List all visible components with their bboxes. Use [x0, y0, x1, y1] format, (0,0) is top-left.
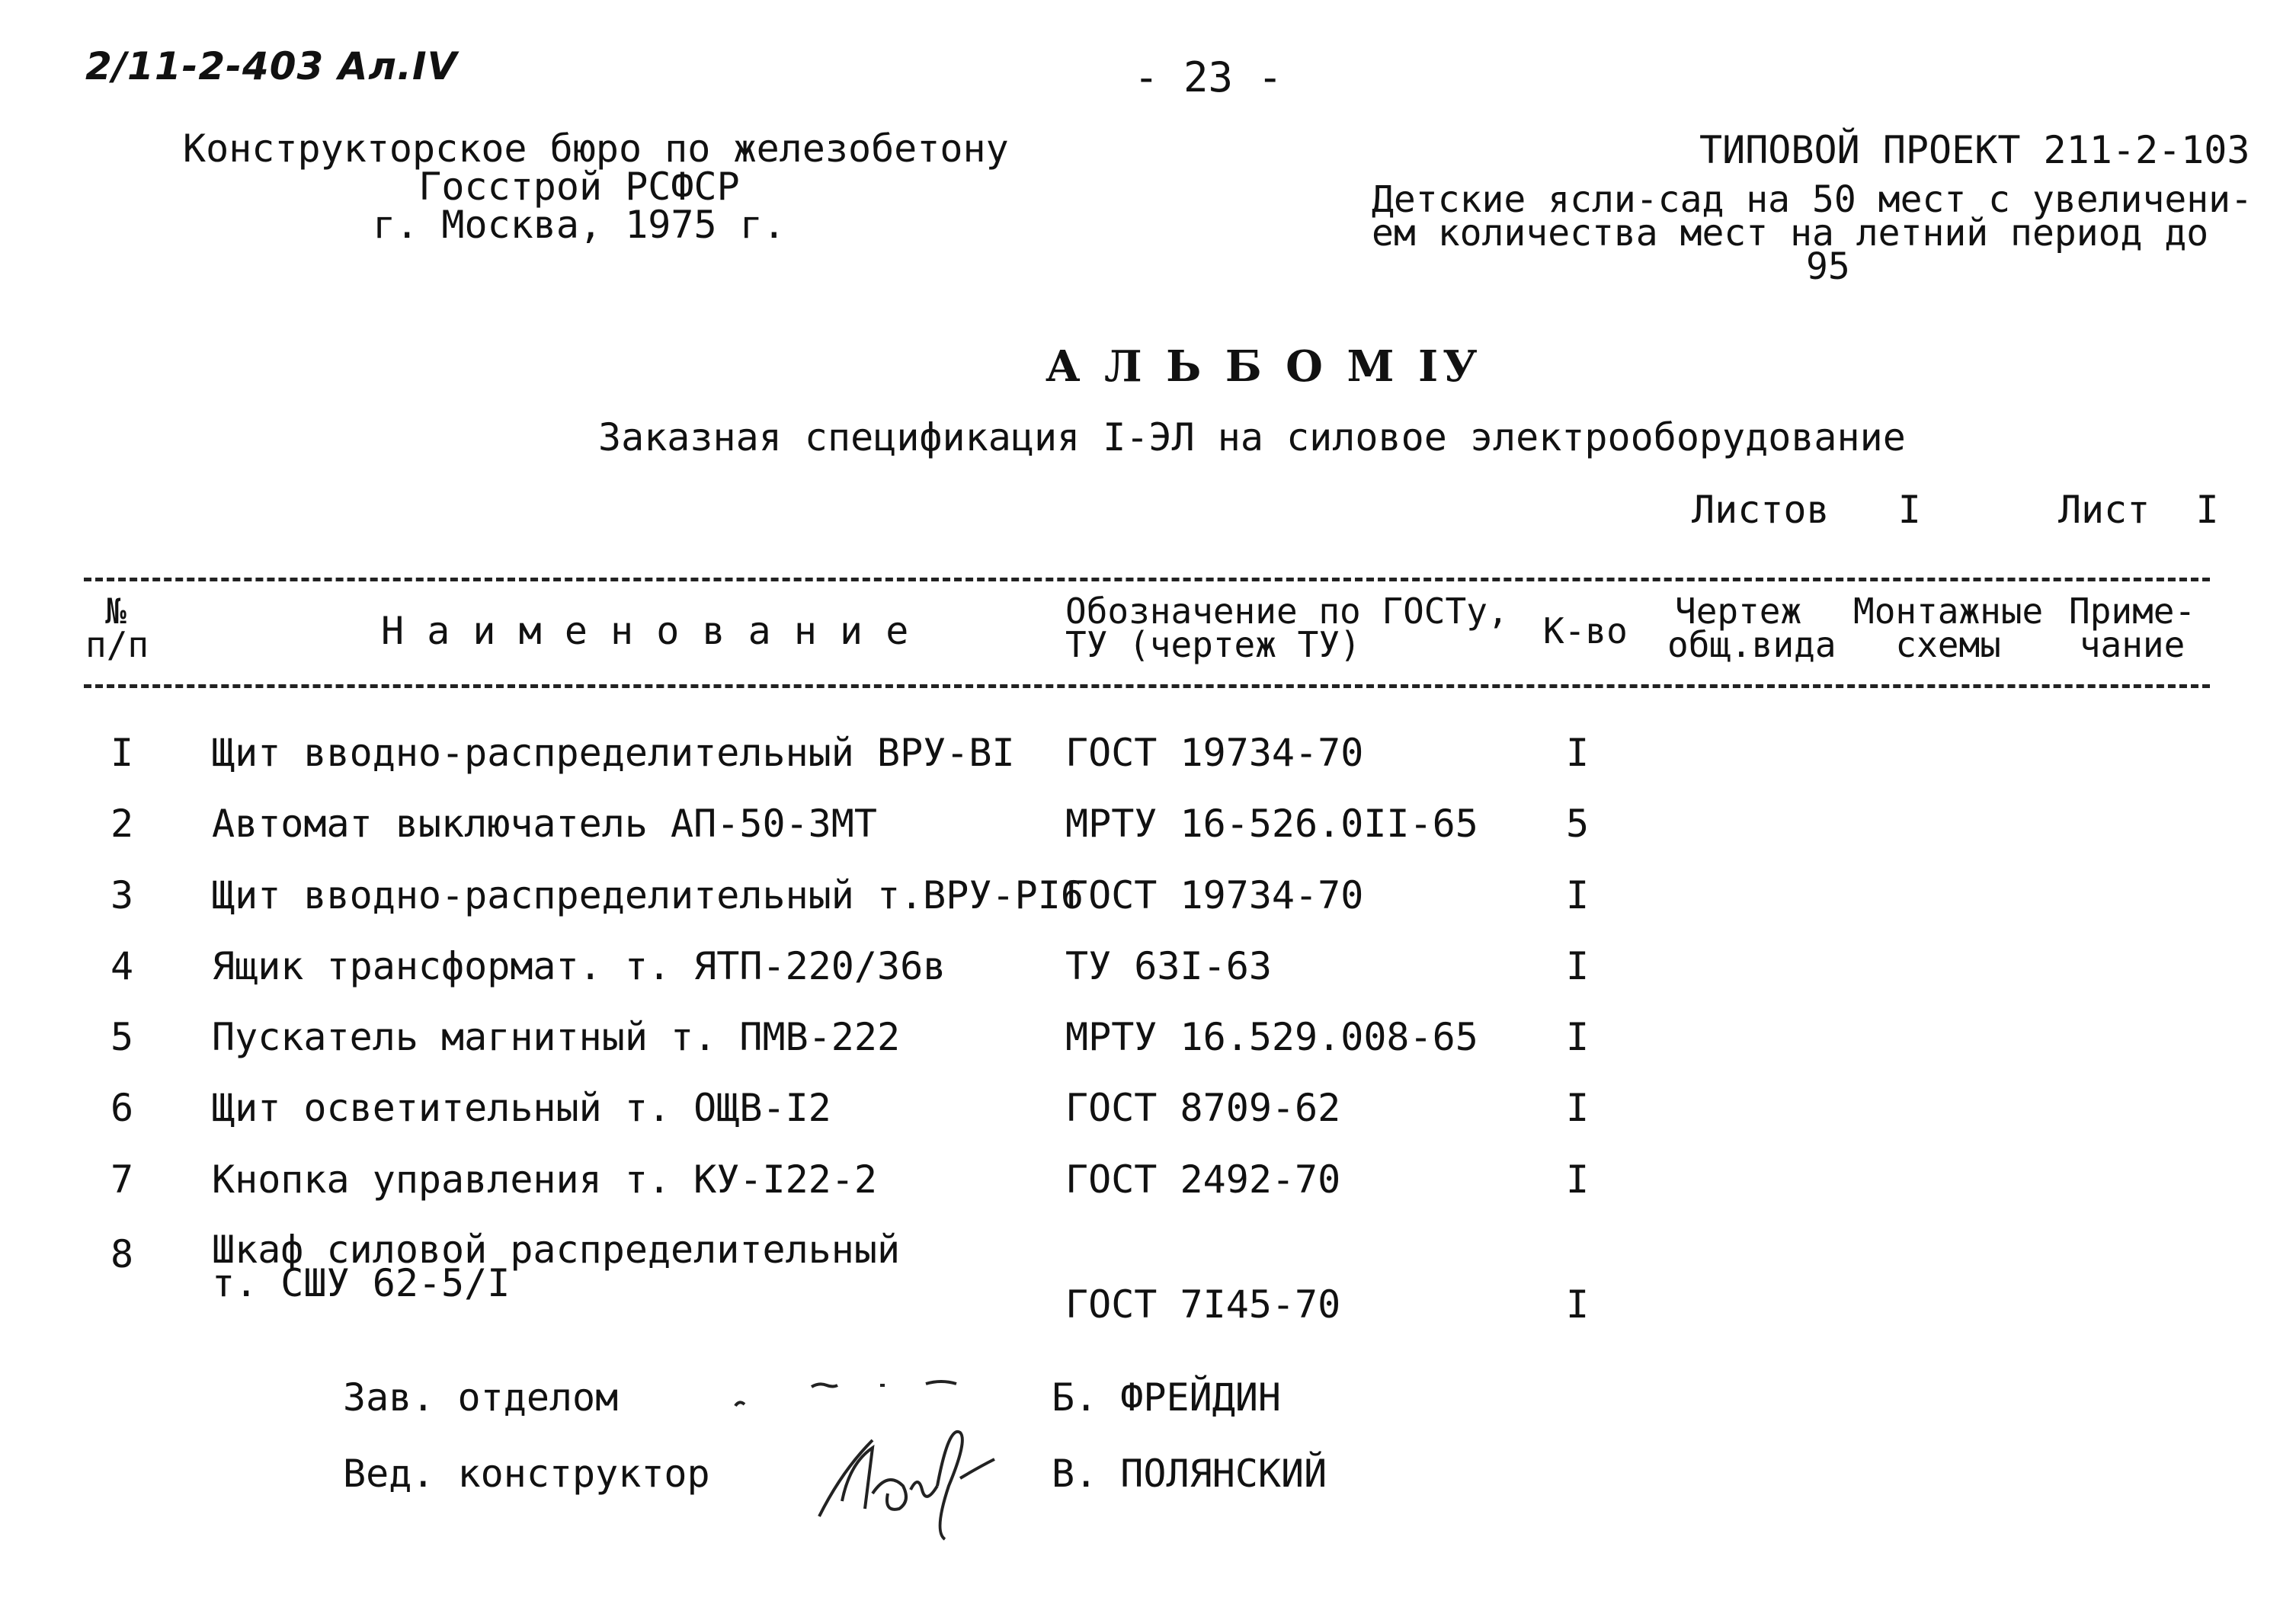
row-number: 5 [110, 1015, 134, 1059]
table-row [0, 1016, 2296, 1084]
col-header-gost-line1: Обозначение по ГОСТу, [1065, 591, 1509, 632]
row-name [212, 1228, 901, 1305]
row-qty: I [1565, 1015, 1590, 1059]
table-row [0, 945, 2296, 1013]
project-line-1: Детские ясли-сад на 50 мест с увеличени- [1372, 178, 2253, 221]
head-of-department-label: Зав. отделом [343, 1375, 619, 1420]
sheet-value: I [2195, 488, 2219, 532]
archive-mark: 2/11-2-403 Ал.IV [85, 44, 458, 88]
head-signature-scribble [728, 1364, 1002, 1425]
project-line-2: ем количества мест на летний период до [1372, 212, 2209, 255]
table-row [0, 874, 2296, 943]
row-gost: ГОСТ 8709-62 [1065, 1086, 1341, 1130]
row-number: 4 [110, 944, 134, 988]
row-gost: ГОСТ 19734-70 [1065, 731, 1364, 775]
col-header-name: Н а и м е н о в а н и е [381, 609, 909, 653]
col-header-gost-line2: ТУ (чертеж ТУ) [1065, 624, 1361, 665]
row-name: Щит вводно-распределительный ВРУ-ВI [212, 731, 1015, 775]
organization-block [183, 126, 1009, 247]
col-header-number [85, 591, 149, 665]
col-header-drawing [1667, 591, 1836, 665]
row-gost: МРТУ 16.529.008-65 [1065, 1015, 1478, 1059]
row-number: 8 [110, 1232, 134, 1276]
row-qty: 5 [1565, 802, 1590, 846]
sheet-label: Лист [2057, 488, 2150, 532]
sheets-total-value: I [1897, 488, 1921, 532]
table-row [0, 802, 2296, 871]
col-header-gost [1065, 591, 1509, 665]
col-header-schemes-line2: схемы [1895, 624, 2001, 665]
row-number: I [110, 731, 134, 775]
row-name: Щит осветительный т. ОЩВ-I2 [212, 1086, 831, 1130]
row-qty: I [1565, 1086, 1590, 1130]
row-number: 6 [110, 1086, 134, 1130]
row-number: 2 [110, 802, 134, 846]
col-header-number-line2: п/п [85, 624, 149, 665]
table-row [0, 1158, 2296, 1227]
table-header-rule [84, 684, 2210, 688]
col-header-schemes [1853, 591, 2044, 665]
table-row [0, 1087, 2296, 1155]
row-gost: ГОСТ 19734-70 [1065, 873, 1364, 917]
org-line-1: Конструкторское бюро по железобетону [183, 126, 1009, 171]
row-number: 3 [110, 873, 134, 917]
org-line-3: г. Москва, 1975 г. [373, 203, 786, 247]
row-name: Щит вводно-распределительный т.ВРУ-РI6 [212, 873, 1084, 917]
spec-title: Заказная спецификация I-ЭЛ на силовое электрооборудование [598, 415, 1906, 459]
row-name: Кнопка управления т. КУ-I22-2 [212, 1157, 877, 1202]
album-title: А Л Ь Б О М IУ [1046, 341, 1482, 392]
col-header-drawing-line1: Чертеж [1675, 591, 1802, 632]
row-gost: МРТУ 16-526.0II-65 [1065, 802, 1478, 846]
row-qty: I [1565, 944, 1590, 988]
col-header-schemes-line1: Монтажные [1853, 591, 2044, 632]
row-number: 7 [110, 1157, 134, 1202]
lead-designer-name: В. ПОЛЯНСКИЙ [1052, 1452, 1327, 1496]
table-top-rule [84, 578, 2210, 581]
table-row [0, 1228, 2296, 1347]
col-header-note-line2: чание [2079, 624, 2186, 665]
col-header-note [2069, 591, 2196, 665]
row-qty: I [1565, 1282, 1590, 1327]
row-name: Ящик трансформат. т. ЯТП-220/36в [212, 944, 946, 988]
col-header-drawing-line2: общ.вида [1667, 624, 1836, 665]
sheets-info [1692, 488, 2219, 532]
lead-signature [804, 1417, 1033, 1547]
row-name-line2: т. СШУ 62-5/I [212, 1261, 511, 1305]
row-qty: I [1565, 873, 1590, 917]
row-gost: ГОСТ 2492-70 [1065, 1157, 1341, 1202]
head-of-department-name: Б. ФРЕЙДИН [1052, 1375, 1282, 1420]
project-description [1372, 178, 2253, 288]
col-header-note-line1: Приме- [2069, 591, 2196, 632]
row-name-line1: Шкаф силовой распределительный [212, 1228, 901, 1272]
sheets-total-label: Листов [1692, 488, 1830, 532]
row-name: Автомат выключатель АП-50-3МТ [212, 802, 877, 846]
col-header-number-line1: № [105, 591, 126, 632]
col-header-qty: К-во [1543, 610, 1628, 652]
org-line-2: Госстрой РСФСР [418, 165, 740, 209]
row-qty: I [1565, 731, 1590, 775]
project-title: ТИПОВОЙ ПРОЕКТ 211-2-103 [1699, 128, 2250, 172]
page-number: - 23 - [1134, 53, 1283, 101]
project-line-3: 95 [1806, 245, 1850, 288]
lead-designer-label: Вед. конструктор [343, 1452, 710, 1496]
row-name: Пускатель магнитный т. ПМВ-222 [212, 1015, 901, 1059]
table-row [0, 732, 2296, 800]
row-gost: ТУ 63I-63 [1065, 944, 1272, 988]
row-gost: ГОСТ 7I45-70 [1065, 1282, 1341, 1327]
row-qty: I [1565, 1157, 1590, 1202]
